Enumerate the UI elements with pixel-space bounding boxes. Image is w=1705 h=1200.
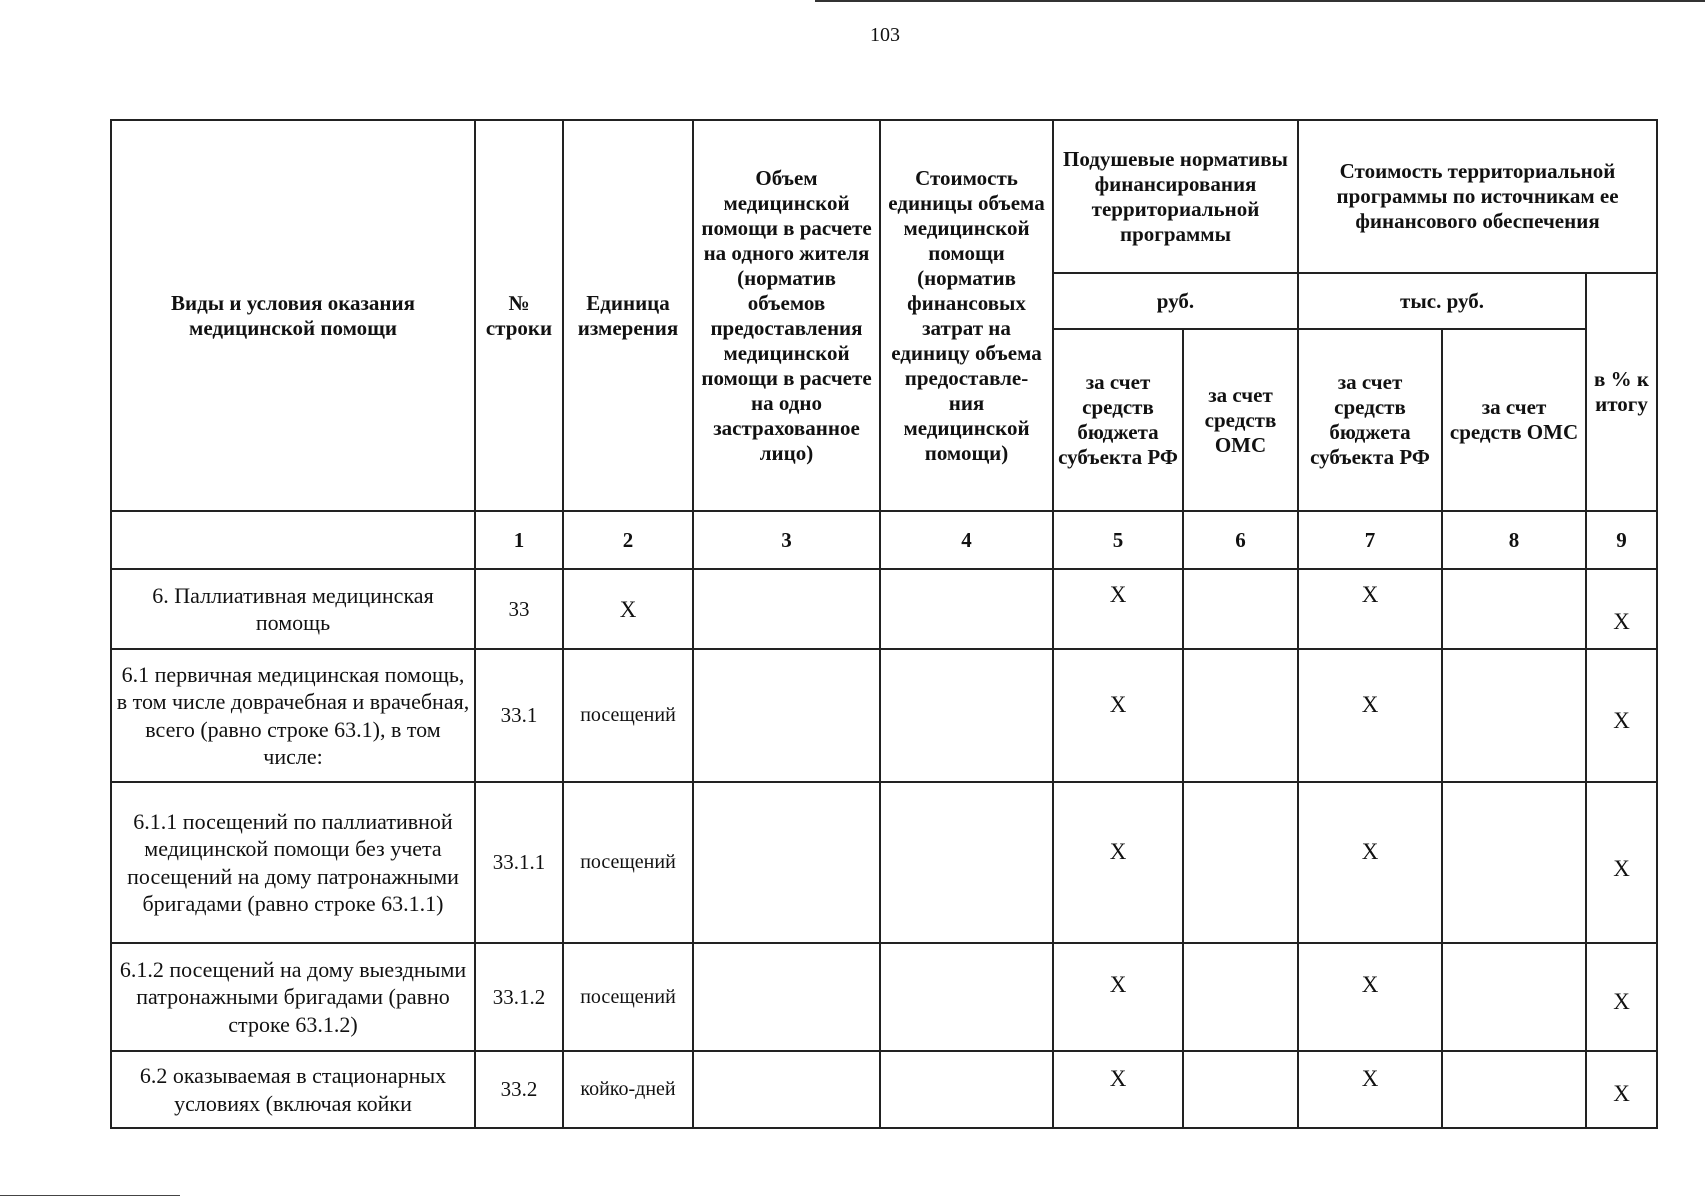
header-cost: Стоимость единицы объема медицинской помощи (норматив финансовых затрат на единицу объема предоставле- ния медицинской помощи): [880, 120, 1053, 511]
cell-volume: [693, 1051, 880, 1128]
header-unit: Единица измерения: [563, 120, 693, 511]
header-rub: руб.: [1053, 273, 1298, 329]
cell-budget-rub: Х: [1053, 782, 1183, 943]
header-oms-rub: за счет средств ОМС: [1183, 329, 1298, 511]
cell-oms-rub: [1183, 649, 1298, 782]
cell-budget-rub: Х: [1053, 569, 1183, 649]
cell-oms-rub: [1183, 782, 1298, 943]
row-unit: койко-дней: [563, 1051, 693, 1128]
header-thous-rub: тыс. руб.: [1298, 273, 1586, 329]
cell-budget-rub: Х: [1053, 943, 1183, 1051]
column-number: 4: [880, 511, 1053, 569]
column-number: 9: [1586, 511, 1657, 569]
row-label: 6.2 оказываемая в стационарных условиях (включая койки: [111, 1051, 475, 1128]
row-unit: посещений: [563, 649, 693, 782]
cell-percent: Х: [1586, 649, 1657, 782]
header-percent: в % к итогу: [1586, 273, 1657, 511]
column-numbers-row: [111, 511, 1657, 569]
table-row: [111, 782, 1657, 943]
cell-budget-rub: Х: [1053, 649, 1183, 782]
header-volume: Объем медицинской помощи в расчете на одного жителя (норматив объемов предоставления медицинской помощи в расчете на одно застрахованное лицо): [693, 120, 880, 511]
row-number: 33.1.2: [475, 943, 563, 1051]
cell-cost: [880, 569, 1053, 649]
column-number: 6: [1183, 511, 1298, 569]
row-number: 33.2: [475, 1051, 563, 1128]
cell-oms-thous: [1442, 943, 1586, 1051]
cell-oms-rub: [1183, 943, 1298, 1051]
footer-rule: [0, 1195, 180, 1196]
table-row: [111, 649, 1657, 782]
table-row: [111, 569, 1657, 649]
column-number: 3: [693, 511, 880, 569]
cell-budget-thous: Х: [1298, 943, 1442, 1051]
column-number: 2: [563, 511, 693, 569]
cell-volume: [693, 943, 880, 1051]
cell-oms-thous: [1442, 782, 1586, 943]
row-label: 6.1 первичная медицинская помощь, в том числе доврачебная и врачебная, всего (равно строке 63.1), в том числе:: [111, 649, 475, 782]
header-kinds: Виды и условия оказания медицинской помощи: [111, 120, 475, 511]
cell-budget-thous: Х: [1298, 782, 1442, 943]
row-unit: Х: [563, 569, 693, 649]
cell-budget-thous: Х: [1298, 649, 1442, 782]
top-rule: [815, 0, 1705, 2]
row-label: 6.1.1 посещений по паллиативной медицинской помощи без учета посещений на дому патронажными бригадами (равно строке 63.1.1): [111, 782, 475, 943]
cell-oms-rub: [1183, 569, 1298, 649]
cell-cost: [880, 649, 1053, 782]
row-number: 33.1.1: [475, 782, 563, 943]
cell-volume: [693, 569, 880, 649]
row-number: 33: [475, 569, 563, 649]
table-row: [111, 1051, 1657, 1128]
row-label: 6.1.2 посещений на дому выездными патронажными бригадами (равно строке 63.1.2): [111, 943, 475, 1051]
row-unit: посещений: [563, 943, 693, 1051]
column-number: 7: [1298, 511, 1442, 569]
cell-oms-thous: [1442, 1051, 1586, 1128]
table-row: [111, 943, 1657, 1051]
column-number: 5: [1053, 511, 1183, 569]
cell-oms-thous: [1442, 649, 1586, 782]
norms-table: [110, 119, 1658, 1129]
header-row-number: № строки: [475, 120, 563, 511]
cell-budget-thous: Х: [1298, 1051, 1442, 1128]
column-number: 1: [475, 511, 563, 569]
cell-volume: [693, 649, 880, 782]
row-unit: посещений: [563, 782, 693, 943]
row-label: 6. Паллиативная медицинская помощь: [111, 569, 475, 649]
header-budget-rub: за счет средств бюджета субъекта РФ: [1053, 329, 1183, 511]
cell-budget-rub: Х: [1053, 1051, 1183, 1128]
cell-volume: [693, 782, 880, 943]
header-oms-thous: за счет средств ОМС: [1442, 329, 1586, 511]
cell-cost: [880, 782, 1053, 943]
header-budget-thous: за счет средств бюджета субъекта РФ: [1298, 329, 1442, 511]
header-program-cost: Стоимость территориальной программы по источникам ее финансового обеспечения: [1298, 120, 1657, 273]
cell-oms-thous: [1442, 569, 1586, 649]
cell-cost: [880, 1051, 1053, 1128]
cell-percent: Х: [1586, 782, 1657, 943]
column-number: 8: [1442, 511, 1586, 569]
cell-cost: [880, 943, 1053, 1051]
row-number: 33.1: [475, 649, 563, 782]
cell-budget-thous: Х: [1298, 569, 1442, 649]
cell-percent: Х: [1586, 943, 1657, 1051]
header-per-capita: Подушевые нормативы финансирования территориальной программы: [1053, 120, 1298, 273]
page-number: 103: [870, 24, 900, 46]
column-number: [111, 511, 475, 569]
cell-percent: Х: [1586, 569, 1657, 649]
cell-percent: Х: [1586, 1051, 1657, 1128]
cell-oms-rub: [1183, 1051, 1298, 1128]
